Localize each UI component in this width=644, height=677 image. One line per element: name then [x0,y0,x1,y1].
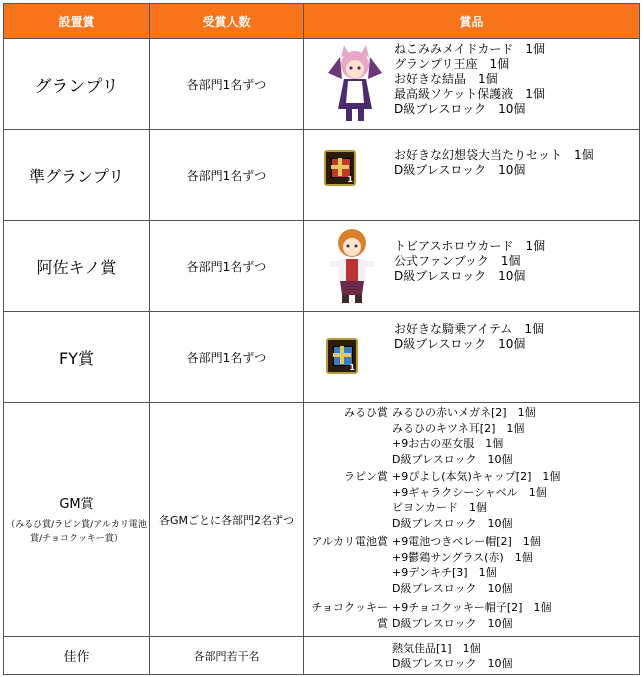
award-subtitle: （みるひ賞/ラピン賞/アルカリ電池賞/チョコクッキー賞） [6,520,147,544]
prize-line: +9鬱鶏サングラス(赤) 1個 [392,550,533,564]
prize-line: +9ぴよし(本気)キャップ[2] 1個 [392,470,561,483]
item-count: 1 [347,175,353,184]
item-count: 1 [349,363,355,372]
boy-character-icon [326,225,378,305]
red-gift-box-icon [324,150,356,186]
award-name: 阿佐キノ賞 [36,257,117,277]
header-prizes: 賞品 [304,4,640,39]
prize-line: グランプリ王座 1個 [394,57,510,71]
prize-line: +9チョコクッキー帽子[2] 1個 [392,601,552,614]
prize-line: お好きな騎乗アイテム 1個 [394,322,544,336]
table-row [4,403,640,637]
header-row [4,4,640,39]
blue-gift-box-icon [326,338,358,374]
prize-line: +9デンキチ[3] 1個 [392,566,497,579]
prize-line: お好きな幻想袋大当たりセット 1個 [394,148,594,162]
winners-cell: 各部門1名ずつ [150,221,304,312]
header-award: 設置賞 [4,4,150,39]
gm-category: みるひ賞 [344,406,388,419]
winners-cell: 各部門1名ずつ [150,130,304,221]
gm-category: ラピン賞 [344,470,388,483]
table-row [4,312,640,403]
prize-line: ピヨンカード 1個 [392,501,487,514]
award-name: 佳作 [63,650,90,665]
prize-line: 熱気佳品[1] 1個 [392,641,481,655]
winners-cell: 各部門若干名 [150,637,304,675]
prize-line: D級ブレスロック 10個 [394,337,526,351]
prize-line: お好きな結晶 1個 [394,72,498,86]
award-name: 準グランプリ [28,166,125,186]
table-row [4,39,640,130]
winners-cell: 各GMごとに各部門2名ずつ [150,403,304,637]
prize-line: D級ブレスロック 10個 [394,269,526,283]
prize-line: ねこみみメイドカード 1個 [394,42,546,56]
prize-line: D級ブレスロック 10個 [392,452,513,466]
prize-line: +9お古の巫女服 1個 [392,437,504,450]
prize-line: D級ブレスロック 10個 [392,516,513,530]
winners-cell: 各部門1名ずつ [150,312,304,403]
awards-table [3,3,640,675]
award-name: GM賞 [59,497,94,512]
gm-category: アルカリ電池賞 [311,535,388,548]
prize-line: D級ブレスロック 10個 [392,657,513,670]
table-row [4,637,640,675]
gm-prize-list [304,403,639,636]
header-winners: 受賞人数 [150,4,304,39]
prize-line: 公式ファンブック 1個 [394,254,521,268]
prize-line: D級ブレスロック 10個 [394,102,526,116]
award-name: FY賞 [59,348,94,368]
prize-line: みるひの赤いメガネ[2] 1個 [392,406,536,419]
table-row [4,221,640,312]
cat-maid-character-icon [324,43,386,125]
prize-line: +9ギャラクシーシャベル 1個 [392,485,547,499]
prize-line: D級ブレスロック 10個 [392,581,513,595]
prize-line: みるひのキツネ耳[2] 1個 [392,421,525,435]
prize-line: トビアスホロウカード 1個 [394,239,546,253]
prize-line: +9電池つきベレー帽[2] 1個 [392,535,541,548]
gm-category: チョコクッキー賞 [311,601,388,630]
award-name: グランプリ [34,76,119,97]
prize-line: D級ブレスロック 10個 [392,616,513,630]
prize-line: 最高級ソケット保護液 1個 [394,87,545,101]
winners-cell: 各部門1名ずつ [150,39,304,130]
table-row [4,130,640,221]
prize-line: D級ブレスロック 10個 [394,163,526,177]
